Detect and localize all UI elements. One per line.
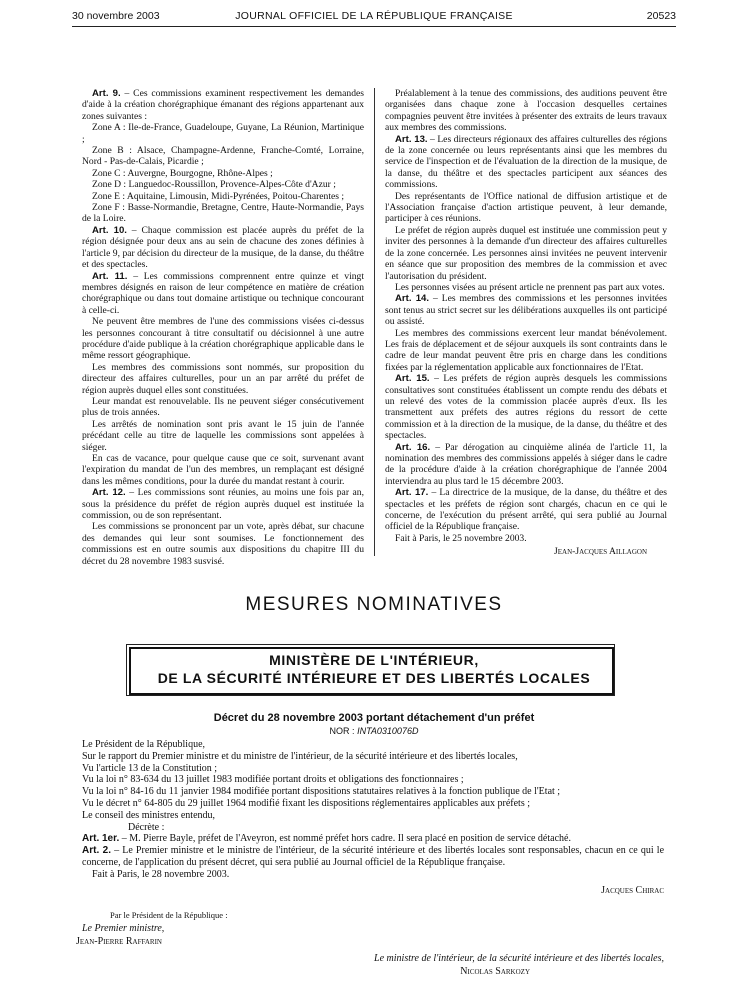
paragraph bbox=[82, 453, 364, 487]
paragraph bbox=[385, 88, 667, 134]
paragraph bbox=[82, 88, 364, 122]
par-le-president: Par le Président de la République : bbox=[110, 910, 228, 920]
paragraph-text: Les membres des commissions exercent leur mandat bénévolement. Les frais de déplacement et de séjour auxquels ils sont contraints dans le cadre de leur mandat peuvent être pris en charge dans les conditions fixées par la réglementation applicable aux fonctionnaires de l'Etat. bbox=[385, 327, 667, 373]
paragraph bbox=[385, 293, 667, 327]
decree-line: Vu l'article 13 de la Constitution ; bbox=[82, 762, 218, 774]
decrete: Décrète : bbox=[128, 821, 165, 833]
decree-title: Décret du 28 novembre 2003 portant détachement d'un préfet bbox=[213, 712, 535, 724]
decree-line: Le Président de la République, bbox=[82, 739, 206, 750]
decree-line: Vu la loi n° 83-634 du 13 juillet 1983 modifiée portant droits et obligations des fonctionnaires ; bbox=[82, 774, 464, 786]
ministry-line-2: DE LA SÉCURITÉ INTÉRIEURE ET DES LIBERTÉS LOCALES bbox=[157, 670, 591, 686]
paragraph-text: Zone D : Languedoc-Roussillon, Provence-Alpes-Côte d'Azur ; bbox=[92, 179, 336, 191]
paragraph bbox=[82, 487, 364, 521]
paragraph-text: – Les commissions comprennent entre quinze et vingt membres désignés en raison de leur compétence en matière de création chorégraphique ou dans tout domaine artistique ou technique concourant à celle-ci. bbox=[82, 270, 365, 316]
section-title: MESURES NOMINATIVES bbox=[245, 594, 503, 615]
paragraph bbox=[385, 191, 667, 225]
paragraph bbox=[385, 134, 667, 191]
article-label: Art. 9. bbox=[92, 88, 121, 99]
decree-line: Vu le décret n° 64-805 du 29 juillet 1964 modifié fixant les dispositions réglementaires applicables aux préfets ; bbox=[82, 797, 531, 809]
paragraph-text: Le préfet de région auprès duquel est instituée une commission peut y inviter des personnes à la demande d'un directeur des affaires culturelles de la zone concernée. Les personnes ainsi invitées ne peuvent intervenir en séance que sur proposition des membres de la commission et avec l'autorisation du président. bbox=[385, 224, 667, 282]
paragraph bbox=[385, 373, 667, 441]
paragraph bbox=[82, 225, 364, 271]
article-label: Art. 12. bbox=[92, 487, 126, 499]
header-rule bbox=[72, 26, 676, 27]
pm-signature: Jean-Pierre Raffarin bbox=[76, 936, 162, 947]
left-column bbox=[82, 88, 364, 567]
paragraph bbox=[82, 521, 364, 567]
ministry-line-1: MINISTÈRE DE L'INTÉRIEUR, bbox=[269, 652, 479, 668]
president-signature: Jacques Chirac bbox=[601, 885, 664, 896]
paragraph-text: Les commissions se prononcent par un vote, après débat, sur chacune des demandes qui leur sont soumises. Le fonctionnement des commissions est en outre soumis aux dispositions du chapitre III du décret du 28 novembre 1983 susvisé. bbox=[82, 521, 364, 567]
paragraph bbox=[82, 168, 364, 179]
paragraph bbox=[82, 362, 364, 396]
header-date: 30 novembre 2003 bbox=[72, 10, 160, 22]
journal-title: JOURNAL OFFICIEL DE LA RÉPUBLIQUE FRANÇAISE bbox=[235, 10, 513, 22]
decree-article-2 bbox=[82, 845, 664, 869]
paragraph-text: – Les membres des commissions et les personnes invitées sont tenus au strict secret sur les délibérations auxquelles ils ont participé ou assisté. bbox=[385, 293, 667, 328]
paragraph-text: – Chaque commission est placée auprès du préfet de la région désignée pour deux ans au sein de chacune des zones définies à l'article 9, par décision du directeur de la musique, de la danse, du théâtre et des spectacles. bbox=[82, 224, 364, 271]
article-label: Art. 17. bbox=[395, 487, 429, 499]
paragraph bbox=[82, 396, 364, 419]
nor-reference bbox=[0, 726, 748, 736]
decree-body bbox=[82, 739, 664, 881]
paragraph-text: Les personnes visées au présent article ne prennent pas part aux votes. bbox=[395, 281, 665, 293]
paragraph-text: – Ces commissions examinent respectivement les demandes d'aide à la création chorégraphique émanant des régions appartenant aux zones suivantes : bbox=[82, 88, 364, 122]
paragraph-text: – Les commissions sont réunies, au moins une fois par an, sous la présidence du préfet de région auprès duquel est instituée la commission, ou de son représentant. bbox=[82, 487, 365, 522]
paragraph bbox=[385, 225, 667, 282]
paragraph-text: Ne peuvent être membres de l'une des commissions visées ci-dessus les personnes concourant à titre consultatif ou décisionnel à une autre procédure d'aide publique à la création chorégraphique applicable dans le même ressort géographique. bbox=[82, 316, 364, 362]
paragraph-text: Fait à Paris, le 25 novembre 2003. bbox=[395, 532, 527, 544]
article-label: Art. 15. bbox=[395, 373, 430, 385]
paragraph bbox=[82, 191, 364, 202]
nor-code: INTA0310076D bbox=[357, 726, 419, 736]
paragraph bbox=[82, 145, 364, 168]
paragraph-text: Zone E : Aquitaine, Limousin, Midi-Pyrénées, Poitou-Charentes ; bbox=[92, 190, 345, 202]
paragraph-text: Des représentants de l'Office national de diffusion artistique et de l'Association française d'action artistique peuvent, à leur demande, participer à ces réunions. bbox=[385, 190, 667, 225]
ministre-signature: Nicolas Sarkozy bbox=[460, 966, 530, 977]
paragraph bbox=[385, 282, 667, 293]
paragraph bbox=[82, 316, 364, 362]
article-label: Art. 13. bbox=[395, 133, 428, 145]
paragraph-text: – La directrice de la musique, de la danse, du théâtre et des spectacles et les préfets de région sont chargés, chacun en ce qui le concerne, de l'exécution du présent arrêté, qui sera publié au Journal officiel de la République française. bbox=[385, 487, 667, 533]
decree-article-1 bbox=[82, 833, 664, 845]
paragraph bbox=[82, 179, 364, 190]
paragraph-text: Zone A : Ile-de-France, Guadeloupe, Guyane, La Réunion, Martinique ; bbox=[82, 122, 364, 145]
art1-label: Art. 1er. bbox=[82, 833, 120, 845]
paragraph-text: Zone C : Auvergne, Bourgogne, Rhône-Alpes ; bbox=[92, 167, 273, 179]
paragraph-text: Zone F : Basse-Normandie, Bretagne, Centre, Haute-Normandie, Pays de la Loire. bbox=[82, 202, 364, 225]
paragraph-text: – Les directeurs régionaux des affaires culturelles des régions de la zone concernée ou leurs représentants ainsi que les membres du service de l'inspection et de l'évaluation de la direction de la musique, de la danse, du théâtre et des spectacles participent aux séances des commissions. bbox=[385, 133, 667, 191]
art2-text: – Le Premier ministre et le ministre de l'intérieur, de la sécurité intérieure et des libertés locales sont responsables, chacun en ce qui le concerne, de l'application du présent décret, qui sera publié au Journal officiel de la République française. bbox=[82, 845, 665, 868]
paragraph-text: Leur mandat est renouvelable. Ils ne peuvent siéger consécutivement plus de trois années. bbox=[82, 395, 364, 419]
right-signature: Jean-Jacques Aillagon bbox=[554, 546, 647, 557]
ministre-title: Le ministre de l'intérieur, de la sécurité intérieure et des libertés locales, bbox=[374, 953, 664, 964]
premier-ministre: Le Premier ministre, bbox=[82, 923, 165, 934]
paragraph bbox=[385, 442, 667, 488]
paragraph-text: Les membres des commissions sont nommés, sur proposition du directeur des affaires culturelles, pour un an par arrêté du préfet de région auprès duquel elles sont constituées. bbox=[82, 361, 364, 396]
paragraph bbox=[385, 533, 667, 544]
paragraph-text: Zone B : Alsace, Champagne-Ardenne, Franche-Comté, Lorraine, Nord - Pas-de-Calais, Picardie ; bbox=[82, 145, 364, 168]
art2-label: Art. 2. bbox=[82, 845, 111, 857]
article-label: Art. 10. bbox=[92, 224, 127, 236]
decree-line: Sur le rapport du Premier ministre et du ministre de l'intérieur, de la sécurité intérieure et des libertés locales, bbox=[82, 750, 518, 762]
paragraph-text: – Par dérogation au cinquième alinéa de l'article 11, la nomination des membres des commissions appelés à siéger dans le cadre de la procédure d'aide à la création chorégraphique de l'année 2004 interviendra au plus tard le 15 décembre 2003. bbox=[385, 441, 667, 487]
nor-label: NOR : bbox=[329, 726, 355, 736]
decree-line: Vu la loi n° 84-16 du 11 janvier 1984 modifiée portant dispositions statutaires relatives à la fonction publique de l'Etat ; bbox=[82, 786, 561, 798]
paragraph-text: En cas de vacance, pour quelque cause que ce soit, survenant avant l'expiration du mandat de l'un des membres, un remplaçant est désigné dans les mêmes conditions, pour la durée du mandat restant à courir. bbox=[82, 453, 364, 487]
right-column bbox=[385, 88, 667, 544]
paragraph bbox=[82, 271, 364, 317]
paragraph bbox=[385, 487, 667, 533]
decree-line: Le conseil des ministres entendu, bbox=[82, 809, 216, 821]
paragraph bbox=[385, 328, 667, 374]
paragraph-text: – Les préfets de région auprès desquels les commissions consultatives sont constituées établissent un compte rendu des débats et un relevé des votes de la commission placée auprès d'eux. Ils les transmettent aux préfets des autres régions du ressort de cette commission et à la direction de la musique, de la danse, du théâtre et des spectacles. bbox=[385, 373, 667, 442]
decree-fait: Fait à Paris, le 28 novembre 2003. bbox=[92, 868, 230, 880]
paragraph-text: Préalablement à la tenue des commissions, des auditions peuvent être organisées dans chaque zone à l'occasion desquelles certaines compagnies peuvent être invitées à présenter des extraits de leurs travaux aux membres des commissions. bbox=[385, 88, 667, 134]
article-label: Art. 16. bbox=[395, 441, 431, 453]
article-label: Art. 14. bbox=[395, 293, 430, 305]
column-divider bbox=[374, 88, 375, 556]
page-number: 20523 bbox=[646, 10, 676, 22]
paragraph bbox=[82, 202, 364, 225]
art1-text: – M. Pierre Bayle, préfet de l'Aveyron, est nommé préfet hors cadre. Il sera placé en position de service détaché. bbox=[119, 833, 571, 845]
paragraph-text: Les arrêtés de nomination sont pris avant le 15 juin de l'année précédant celle au titre de laquelle les commissions sont appelées à siéger. bbox=[82, 418, 364, 453]
decree-visas bbox=[82, 739, 664, 822]
article-label: Art. 11. bbox=[92, 270, 128, 282]
paragraph bbox=[82, 419, 364, 453]
paragraph bbox=[82, 122, 364, 145]
